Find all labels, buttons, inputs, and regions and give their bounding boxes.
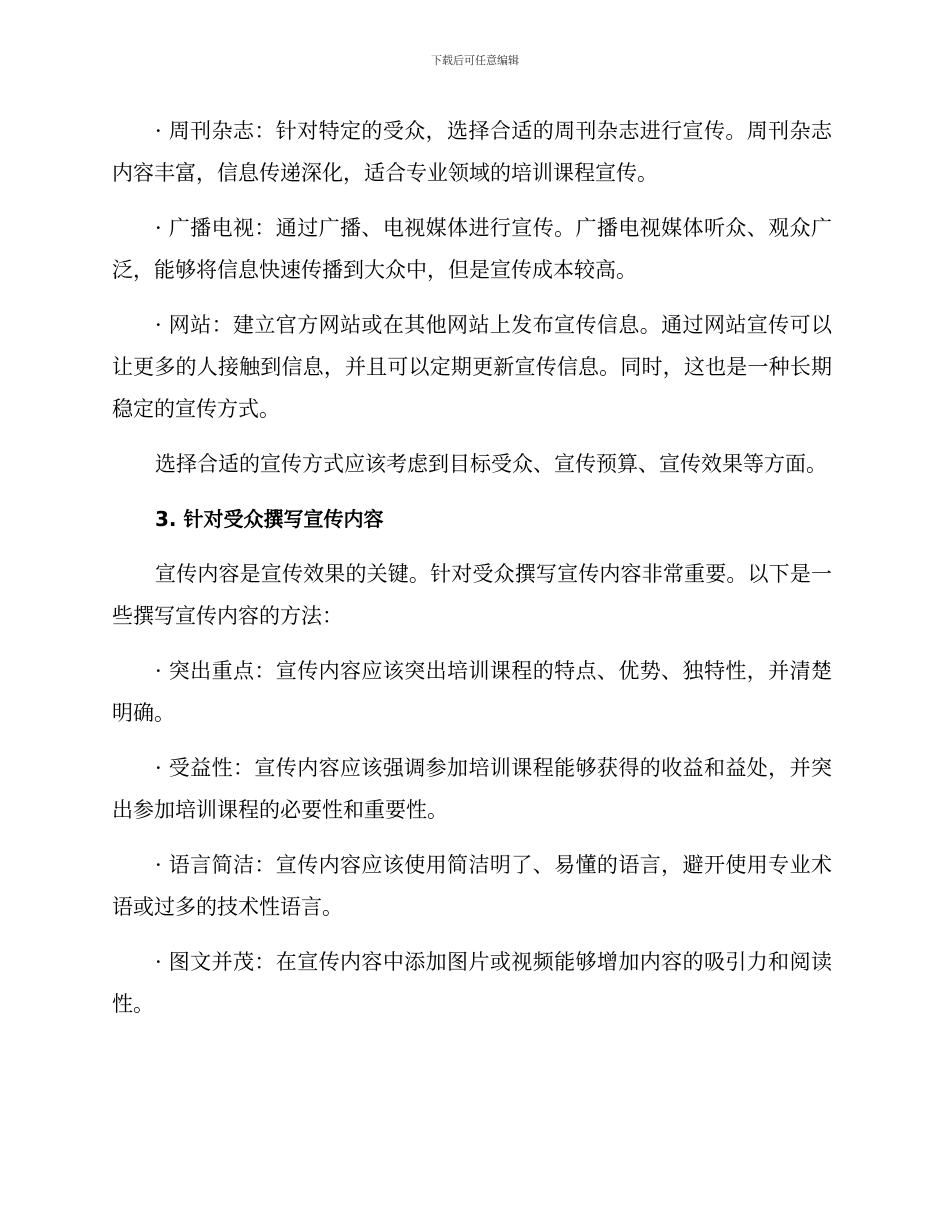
section-heading: 3. 针对受众撰写宣传内容: [155, 507, 384, 531]
paragraph-website: · 网站：建立官方网站或在其他网站上发布宣传信息。通过网站宣传可以让更多的人接触到信息，并且可以定期更新宣传信息。同时，这也是一种长期稳定的宣传方式。: [112, 313, 832, 421]
paragraph-weekly-magazines: · 周刊杂志：针对特定的受众，选择合适的周刊杂志进行宣传。周刊杂志内容丰富，信息传递深化，适合专业领域的培训课程宣传。: [112, 119, 832, 185]
paragraph-images-text: · 图文并茂：在宣传内容中添加图片或视频能够增加内容的吸引力和阅读性。: [112, 950, 832, 1016]
paragraph-choose-method: 选择合适的宣传方式应该考虑到目标受众、宣传预算、宣传效果等方面。: [155, 452, 827, 476]
paragraph-highlight-points: · 突出重点：宣传内容应该突出培训课程的特点、优势、独特性，并清楚明确。: [112, 659, 832, 725]
paragraph-broadcast-tv: · 广播电视：通过广播、电视媒体进行宣传。广播电视媒体听众、观众广泛，能够将信息快速传播到大众中，但是宣传成本较高。: [112, 216, 832, 282]
paragraph-content-intro: 宣传内容是宣传效果的关键。针对受众撰写宣传内容非常重要。以下是一些撰写宣传内容的方法：: [112, 562, 832, 628]
page-header: 下载后可任意编辑: [431, 54, 519, 67]
paragraph-concise-language: · 语言简洁：宣传内容应该使用简洁明了、易懂的语言，避开使用专业术语或过多的技术性语言。: [112, 853, 832, 919]
paragraph-benefits: · 受益性：宣传内容应该强调参加培训课程能够获得的收益和益处，并突出参加培训课程的必要性和重要性。: [112, 756, 832, 822]
document-body: [112, 110, 832, 1038]
